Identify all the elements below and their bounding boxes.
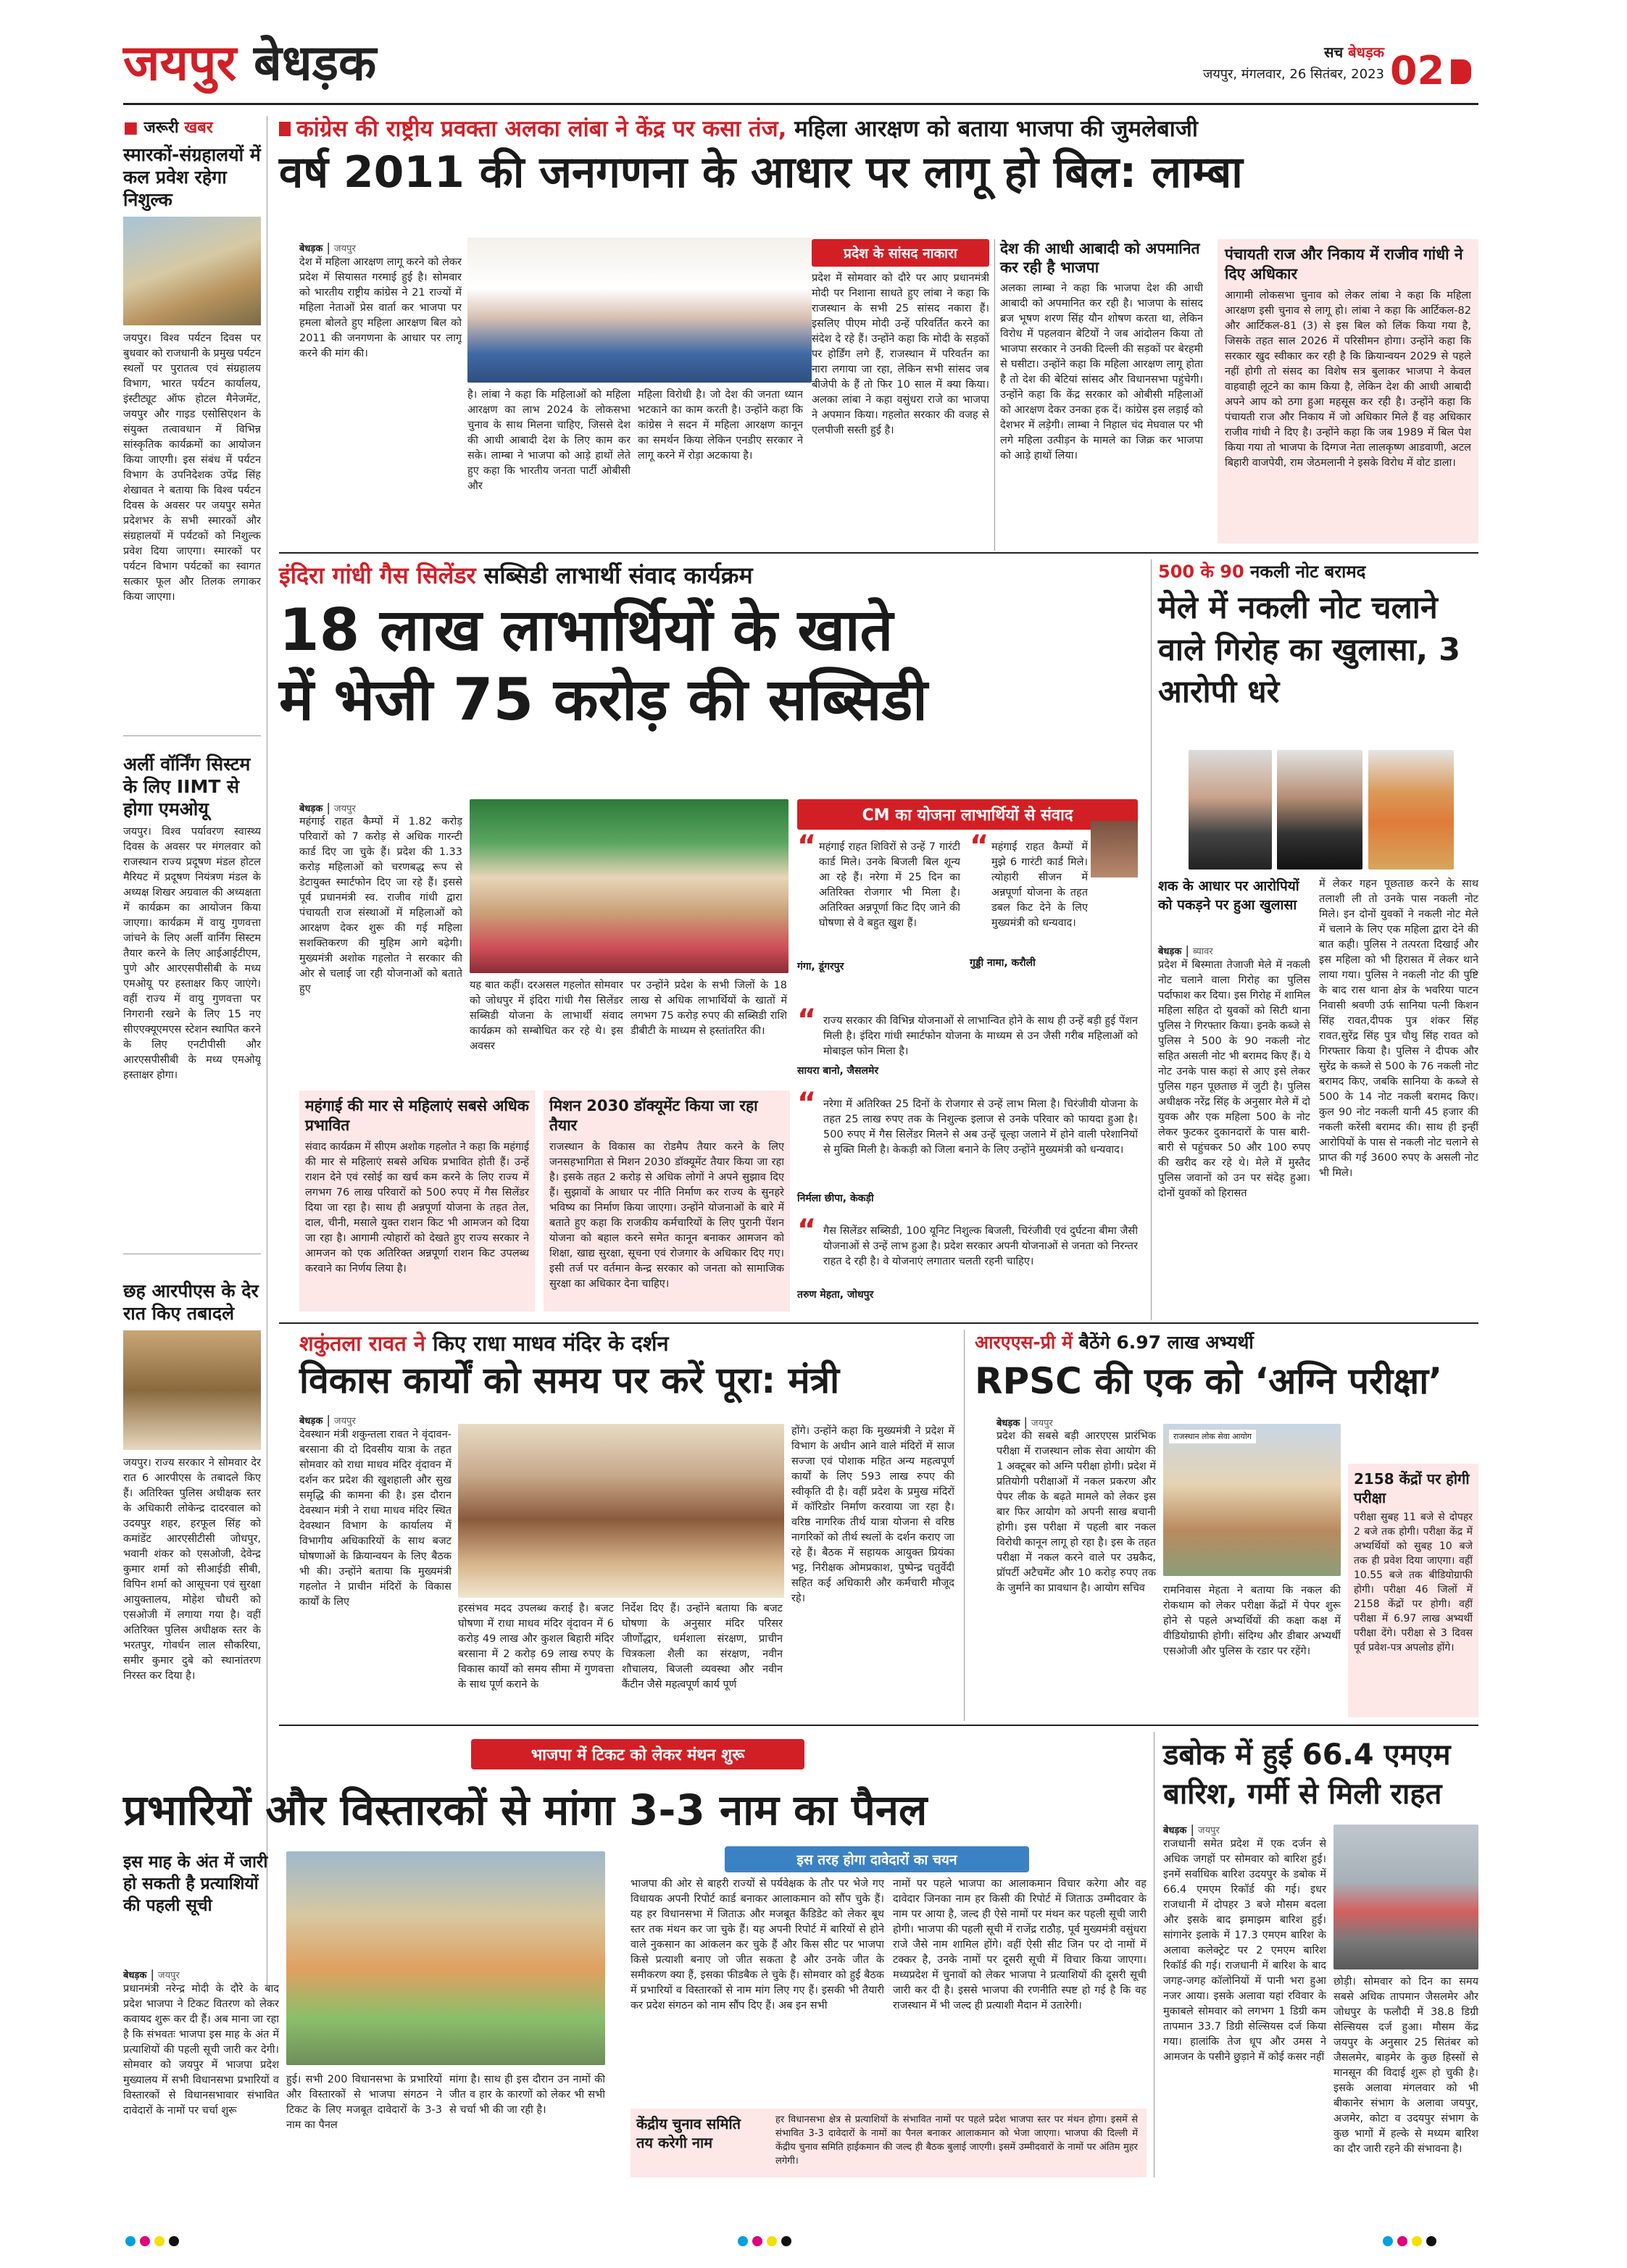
byline-place: जयपुर	[333, 804, 356, 814]
gas-kicker-b: सब्सिडी लाभार्थी संवाद कार्यक्रम	[483, 562, 753, 589]
sidebar-story2-head: अर्ली वॉर्निंग सिस्टम के लिए IIMT से होगा एमओयू	[123, 754, 251, 820]
sidebar	[123, 116, 261, 1985]
quote-3	[797, 1004, 1138, 1077]
byline-name: बेधड़क	[299, 243, 323, 254]
rain-byline: बेधड़क | जयपुर	[1163, 1822, 1220, 1836]
quote5-by: तरुण मेहता, जोधपुर	[797, 1289, 874, 1301]
masthead-title	[123, 35, 376, 93]
rpsc-box-body: परीक्षा सुबह 11 बजे से दोपहर 2 बजे तक होगी। परीक्षा केंद्र में अभ्यर्थियों को सुबह 10 बजे तक ही प्रवेश दिया जाएगा। वहीं 10.55 बजे तक बीडियोग्राफी होगी। परीक्षा 46 जिलों में 2158 केंद्रों पर होगी। वहीं परीक्षा में 6.97 लाख अभ्यर्थी परीक्षा देंगे। परीक्षा से 3 दिवस पूर्व प्रवेश-पत्र अपलोड होंगे।	[1354, 1512, 1473, 1654]
gas-col1: महंगाई राहत कैम्पों में 1.82 करोड़ परिवारों को 7 करोड़ से अधिक गारन्टी कार्ड दिए जा चुके हैं। प्रदेश की 1.33 करोड़ महिलाओं को चरणबद्ध रूप से डेटायुक्त स्मार्टफोन दिए जा रहे हैं। इससे पूर्व प्रधानमंत्री स्व. राजीव गांधी द्वारा पंचायती राज संस्थाओं में महिलाओं को आरक्षण देकर शुरू की गई महिला सशक्तिकरण की मुहिम आगे बढ़ेगी। मुख्यमंत्री अशोक गहलोत ने सरकार की ओर से चलाई जा रही योजनाओं को बताते हुए	[299, 816, 462, 995]
gas-kicker	[279, 559, 1149, 591]
rpsc-building-photo	[1163, 1424, 1341, 1576]
fort-photo	[123, 217, 261, 325]
byline-place: ब्यावर	[1192, 946, 1213, 957]
byline-name: बेधड़क	[123, 1970, 147, 1981]
temple-kicker-a: शकुंतला रावत ने	[299, 1331, 426, 1356]
quote-4	[797, 1087, 1138, 1205]
title-part-a: जयपुर	[123, 35, 237, 92]
lead-kicker-a: कांग्रेस की राष्ट्रीय प्रवक्ता अलका लांबा ने केंद्र पर कसा तंज,	[296, 116, 787, 142]
byline-place: जयपुर	[333, 1416, 356, 1427]
rain-headline: डबोक में हुई 66.4 एमएम बारिश, गर्मी से मिली राहत	[1163, 1738, 1451, 1811]
sidebar-label: ■ जरूरी खबर	[123, 119, 213, 137]
temple-kicker	[299, 1330, 952, 1357]
bjp-office-photo	[286, 1851, 605, 2065]
quote3-text: राज्य सरकार की विभिन्न योजनाओं से लाभान्वित होने के साथ ही उन्हें बड़ी हुई पेंशन मिली है। इंदिरा गांधी स्मार्टफोन योजना के माध्यम से उन जैसी गरीब महिलाओं को मोबाइल फोन मिला है।	[823, 1015, 1138, 1057]
bjp-subhead: इस माह के अंत में जारी हो सकती है प्रत्याशियों की पहली सूची	[123, 1853, 268, 1915]
byline-place: जयपुर	[157, 1970, 180, 1981]
bjp-col2: हुई। सभी 200 विधानसभा के प्रभारियों और विस्तारकों से भाजपा संगठन ने टिकट के लिए मजबूत दावेदारों के 3-3 नाम का पैनल	[286, 2074, 442, 2131]
sidebar-story1-body: जयपुर। विश्व पर्यटन दिवस पर बुधवार को राजधानी के प्रमुख पर्यटन स्थलों पर पुरातत्व एवं संग्रहालय विभाग, भारत पर्यटन कार्यालय, इंस्टीट्यूट ऑफ होटल मैनेजमेंट, जयपुर और गाइड एसोसिएशन के संयुक्त तत्वावधान में विभिन्न सांस्कृतिक कार्यक्रमों का आयोजन किया जाएगी। इस संबंध में पर्यटन विभाग के उपनिदेशक उपेंद्र सिंह शेखावत ने बताया कि विश्व पर्यटन दिवस के अवसर पर जयपुर समेत प्रदेशभर के सभी स्मारकों और संग्रहालयों में पर्यटकों को निशुल्क प्रवेश दिया जाएगा। स्मारकों पर पर्यटन विभाग पर्यटकों का स्वागत सत्कार फूल और तिलक लगाकर किया जाएगा।	[123, 333, 261, 603]
accused-photo-3	[1368, 750, 1454, 870]
byline-name: बेधड़क	[1163, 1825, 1187, 1836]
quote4-by: निर्मला छीपा, केकड़ी	[797, 1193, 874, 1204]
rpsc-box	[1348, 1464, 1478, 1717]
temple-byline: बेधड़क | जयपुर	[299, 1413, 356, 1427]
fake-colA: प्रदेश में बिस्माता तेजाजी मेले में नकली नोट चलाने वाला गिरोह का पुलिस पर्दाफाश कर दिया। इस गिरोह में शामिल महिला सहित दो युवकों को सिटी थाना पुलिस ने गिरफ्तार किया। इनके कब्जे से पुलिस ने 500 के 90 नकली नोट सहित असली नोट भी बरामद किए हैं। ये नोट उनके पास कहां से आए इसे लेकर पुलिस गहन पूछताछ में जुटी है। पुलिस अधीक्षक नरेंद्र सिंह के अनुसार मेले में दो युवक और एक महिला 500 के नोट लेकर फुटकर दुकानदारों के पास बारी-बारी से पहुंचकर 50 और 100 रुपए की खरीद कर रहे थे। मेले में मुस्तैद पुलिस जवानों को उन पर संदेह हुआ। दोनों युवकों को हिरासत	[1158, 959, 1310, 1199]
byline-place: जयपुर	[333, 243, 356, 254]
sidebar-story3-body: जयपुर। राज्य सरकार ने सोमवार देर रात 6 आरपीएस के तबादले किए हैं। अतिरिक्त पुलिस अधीक्षक स्तर के अधिकारी लोकेन्द्र दादरवाल को उदयपुर शहर, हरफूल सिंह को कमांडेंट आरएसीटीसी जोधपुर, भवानी शंकर को एसओजी, देवेन्द्र कुमार शर्मा को सीआईडी सीबी, विपिन शर्मा को आसूचना एवं सुरक्षा आयुक्तालय, मोहेश चौधरी को एसओजी में लगाया गया है। वहीं अतिरिक्त पुलिस अधीक्षक स्तर के भरतपुर, गोवर्धन लाल सौकरिया, समीर कुमार दुबे को स्थानांतरण निरस्त कर दिया है।	[123, 1457, 261, 1682]
bjp-sub	[123, 1851, 275, 1917]
cm-tag: CM का योजना लाभार्थियों से संवाद	[797, 799, 1138, 830]
bjp-col4: भाजपा की ओर से बाहरी राज्यों से पर्यवेक्षक के तौर पर भेजे गए विधायक अपनी रिपोर्ट कार्ड बनाकर आलाकमान को सौंप चुके हैं। यह हर विधानसभा में जिताऊ और मजबूत कैंडिडेट को लेकर बूथ स्तर तक मंथन कर जा चुके हैं। यह अपनी रिपोर्ट में बारियों से होने वाले नुकसान का आंकलन कर चुके हैं और किस सीट पर भाजपा किसे प्रत्याशी बनाए जो जीत सकता है और उनके जीत के समीकरण क्या हैं, इसका फीडबैक ले चुके हैं। सोमवार को हुई बैठक में प्रभारियों व विस्तारकों से नाम मांग लिए गए हैं। इसकी भी तैयारी कर प्रदेश संगठन को नाम सौंप दिए हैं। अब इन सभी	[631, 1878, 884, 2011]
fake-subhead: शक के आधार पर आरोपियों को पकड़ने पर हुआ खुलासा	[1158, 878, 1299, 913]
cm-event-photo	[470, 799, 788, 973]
bjp-box-head: केंद्रीय चुनाव समिति तय करेगी नाम	[636, 2115, 741, 2151]
rpsc-byline: बेधड़क | जयपुर	[996, 1415, 1053, 1429]
fake-kicker-a: 500 के 90	[1158, 562, 1244, 582]
tag-a: सच	[1324, 43, 1344, 61]
quote1-text: महंगाई राहत शिविरों से उन्हें 7 गारंटी कार्ड मिले। उनके बिजली बिल शून्य आ रहे हैं। नरेगा में 25 दिन का अतिरिक्त रोजगार भी मिला है। अतिरिक्त अन्नपूर्णा किट दिए जाने की घोषणा से वे बहुत खुश हैं।	[819, 841, 960, 929]
side2-body: अलका लाम्बा ने कहा कि भाजपा देश की आधी आबादी को अपमानित कर रही है। भाजपा के सांसद ब्रज भूषण शरण सिंह यौन शोषण करता था, लेकिन विरोध में पहलवान बेटियों ने जब आंदोलन किया तो भाजपा सरकार ने उनकी दिल्ली की सड़कों पर बेरहमी से घसीटा। उन्होंने कहा कि महिला आरक्षण लागू होता है तो देश की बेटियां सांसद और विधानसभा पहुंचेगी। उन्होंने कहा कि केंद्र सरकार को ओबीसी महिलाओं को आरक्षण देकर उनका हक दें। कांग्रेस इस लड़ाई को देशभर में लड़ेगी। लाम्बा ने निहाल चंद मेघवाल पर भी लगे महिला उत्पीड़न के मामले का जिक्र कर भाजपा को आड़े हाथों लिया।	[1000, 283, 1203, 462]
rpsc-story	[975, 1330, 1478, 1406]
lead-col3: महिला विरोधी है। जो देश की जनता ध्यान भटकाने का काम करती है। उन्होंने कहा कि कांग्रेस ने सदन में महिला आरक्षण कानून का समर्थन किया लेकिन एनडीए सरकार ने लागू करने में रोड़ा अटकाया है।	[638, 389, 803, 462]
box1-head: महंगाई की मार से महिलाएं सबसे अधिक प्रभावित	[305, 1097, 529, 1134]
tag-b: बेधड़क	[1348, 43, 1384, 61]
temple-story	[299, 1330, 952, 1404]
rpsc-col2: रामनिवास मेहता ने बताया कि नकल की रोकथाम को लेकर परीक्षा केंद्रों में पेपर शुरू होने से पहले अभ्यर्थियों की कक्षा कक्ष में वीडियोग्राफी होगी। संदिग्ध और डीबार अभ्यर्थी एसओजी और पुलिस के रडार पर रहेंगे।	[1163, 1585, 1341, 1657]
quote4-text: नरेगा में अतिरिक्त 25 दिनों के रोजगार से उन्हें लाभ मिला है। चिरंजीवी योजना के तहत 25 लाख रुपए तक के निशुल्क इलाज से उनके परिवार को फायदा हुआ है। 500 रुपए में गैस सिलेंडर मिलने से अब उन्हें चूल्हा जलाने में होने वाली परेशानियों से मुक्ति मिली है। केकड़ी को जिला बनाने के लिए उन्होंने मुख्यमंत्री को धन्यवाद।	[823, 1098, 1138, 1156]
bjp-col3: मांगा है। साथ ही इस दौरान उन नामों की जीत व हार के कारणों को लेकर भी सभी से चर्चा भी की जा रही है।	[449, 2074, 605, 2116]
quote2-text: महंगाई राहत कैम्पों में मुझे 6 गारंटी कार्ड मिले। त्योहारी सीजन में अन्नपूर्णा योजना के तहत डबल किट देने के लिए मुख्यमंत्री को धन्यवाद।	[991, 841, 1088, 929]
pen-icon	[1451, 59, 1471, 84]
bjp-byline: बेधड़क | जयपुर	[123, 1967, 180, 1981]
chain-tag: इस तरह होगा दावेदारों का चयन	[725, 1846, 1029, 1872]
box2-head: मिशन 2030 डॉक्यूमेंट किया जा रहा तैयार	[549, 1097, 758, 1134]
sidebar-story2-body: जयपुर। विश्व पर्यावरण स्वास्थ्य दिवस के अवसर पर मंगलवार को राजस्थान राज्य प्रदूषण मंडल होटल मैरियट में प्रदूषण नियंत्रण मंडल के अध्यक्ष शिखर अग्रवाल की अध्यक्षता में कार्यक्रम का आयोजन किया जाएगा। कार्यक्रम में वायु गुणवत्ता जांचने के लिए अर्ली वार्निंग सिस्टम तैयार करने के लिए आईआईटीएम, पुणे और आरएसपीसीबी के मध्य एमओयू पर हस्ताक्षर किए जाएंगे। वहीं राज्य में वायु गुणवत्ता पर निगरानी रखने के लिए 15 नए सीएएक्यूएमएस स्टेशन स्थापित करने के लिए एनटीपीसी और आरएसपीसीबी के मध्य एमओयू हस्ताक्षर होगा।	[123, 826, 261, 1081]
byline-name: बेधड़क	[1158, 946, 1182, 957]
quote2-photo	[1091, 821, 1138, 877]
quote-icon: “	[797, 1214, 817, 1247]
gas-story	[279, 559, 1149, 735]
page-number: 02	[1390, 48, 1445, 93]
side1-body: प्रदेश में सोमवार को दौरे पर आए प्रधानमंत्री मोदी पर निशाना साधते हुए लांबा ने कहा कि राजस्थान के सभी 25 सांसद नकारा हैं। इसलिए पीएम मोदी उन्हें परिवर्तित करने का संदेश दे रहे हैं। उन्होंने कहा कि मोदी के सड़कों पर होर्डिंग लगे हैं, राजस्थान में परिवर्तन का नारा लगाया जा रहा, लेकिन सभी सांसद जब बीजेपी के हैं तो फिर 10 साल में क्या किया। अलका लांबा ने कहा वसुंधरा राजे का भाजपा ने अपमान किया। गहलोत सरकार की वजह से एलपीजी सस्ती हुई है।	[812, 272, 989, 436]
gas-kicker-a: इंदिरा गांधी गैस सिलेंडर	[279, 562, 476, 589]
masthead-date: जयपुर, मंगलवार, 26 सितंबर, 2023	[1202, 67, 1384, 82]
lead-byline: बेधड़क | जयपुर	[299, 241, 356, 254]
gas-box1	[299, 1091, 535, 1312]
bjp-col1: प्रधानमंत्री नरेन्द्र मोदी के दौरे के बाद प्रदेश भाजपा ने टिकट वितरण को लेकर कवायद शुरू कर दी हैं। अब माना जा रहा है कि संभवतः भाजपा इस माह के अंत में प्रत्याशियों की पहली सूची जारी कर देगी। सोमवार को जयपुर में भाजपा प्रदेश मुख्यालय में सभी विधानसभा प्रभारियों व विस्तारकों से विधानसभावार संभावित दावेदारों के नामों पर चर्चा शुरू	[123, 1983, 279, 2117]
police-photo	[123, 1330, 261, 1450]
lead-side2	[1000, 239, 1203, 551]
fake-kicker	[1158, 559, 1478, 584]
lead-kicker-b: महिला आरक्षण को बताया भाजपा की जुमलेबाजी	[794, 116, 1198, 142]
rpsc-col1: प्रदेश की सबसे बड़ी आरएएस प्रारंभिक परीक्षा में राजस्थान लोक सेवा आयोग की 1 अक्टूबर को अग्नि परीक्षा होगी। प्रदेश में प्रतियोगी परीक्षाओं में नकल प्रकरण और पेपर लीक के बढ़ते मामले को लेकर इस बार फिर आयोग को अपनी साख बचानी होगी। इस परीक्षा में पहली बार नकल विरोधी कानून लागू हो रहा है। इस के तहत परीक्षा में नकल करने वाले पर उम्रकैद, प्रॉपर्टी अटैचमेंट और 10 करोड़ रुपए तक के जुर्माने का प्रावधान है। आयोग सचिव	[996, 1430, 1156, 1594]
rain-photo	[1333, 1825, 1478, 1969]
temple-col3: निर्देश दिए हैं। उन्होंने बताया कि बजट घोषणा के अनुसार मंदिर परिसर जीर्णोद्धार, धर्मशाला संरक्षण, प्राचीन चित्रकला शैली का संरक्षण, नवीन शौचालय, बिजली व्यवस्था और नवीन कैंटीन जैसे महत्वपूर्ण कार्य पूर्ण	[622, 1603, 783, 1690]
footer-color-dots-right	[1381, 2235, 1439, 2249]
bjp-chain	[616, 1846, 1141, 1872]
box1-body: संवाद कार्यक्रम में सीएम अशोक गहलोत ने कहा कि महंगाई की मार से महिलाएं सबसे अधिक प्रभावित होती हैं। उन्हें राशन देने एवं रसोई का खर्च कम करने के लिए राज्य में लगभग 76 लाख परिवारों को 500 रुपए में गैस सिलेंडर दिया जा रहा है। साथ ही अन्नपूर्णा योजना के तहत तेल, दाल, चीनी, मसाले युक्त राशन किट भी आमजन को दिया जा रहा है। आगामी त्योहारों को देखते हुए राज्य सरकार ने आमजन को एक अतिरिक्त अन्नपूर्णा राशन किट उपलब्ध करवाने का निर्णय लिया है।	[305, 1141, 529, 1275]
fake-headline: मेले में नकली नोट चलाने वाले गिरोह का खुलासा, 3 आरोपी धरे	[1158, 590, 1461, 710]
fake-kicker-b: नकली नोट बरामद	[1250, 562, 1366, 582]
byline-name: बेधड़क	[299, 804, 323, 814]
sidebar-story3-head: छह आरपीएस के देर रात किए तबादले	[123, 1280, 259, 1324]
quote-icon: “	[970, 830, 989, 863]
lead-kicker	[279, 114, 1478, 143]
lead-side1	[812, 239, 989, 551]
bjp-box	[631, 2109, 1147, 2177]
lead-headline: वर्ष 2011 की जनगणना के आधार पर लागू हो बिल: लाम्बा	[279, 147, 1243, 198]
rpsc-kicker-a: आरएएस-प्री में	[975, 1332, 1073, 1353]
temple-col2: हरसंभव मदद उपलब्ध कराई है। बजट घोषणा में राधा माधव मंदिर वृंदावन में 6 करोड़ 49 लाख और कुशल बिहारी मंदिर बरसाना में 2 करोड़ 69 लाख रुपए के विकास कार्यों को समय सीमा में गुणवत्ता के साथ पूर्ण कराने के	[458, 1603, 614, 1690]
accused-photo-1	[1189, 750, 1272, 870]
bjp-box-body: हर विधानसभा क्षेत्र से प्रत्याशियों के संभावित नामों पर पहले प्रदेश भाजपा स्तर पर मंथन होगा। इसमें से संभावित 3-3 दावेदारों के नामों का पैनल बनाकर आलाकमान को भेजा जाएगा। भाजपा की दिल्ली में केंद्रीय चुनाव समिति हाईकमान की जल्द ही बैठक बुलाई जाएगी। इसमें उम्मीदवारों के नामों पर अंतिम मुहर लगेगी।	[775, 2114, 1138, 2167]
byline-name: बेधड़क	[996, 1418, 1020, 1429]
gas-box2	[544, 1091, 790, 1312]
byline-place: जयपुर	[1197, 1825, 1220, 1836]
masthead	[123, 35, 1478, 100]
minister-meeting-photo	[458, 1424, 784, 1598]
sidebar-label-b: खबर	[184, 119, 213, 137]
footer-color-dots-left	[123, 2235, 181, 2249]
quote-icon: “	[797, 1087, 817, 1120]
side3-head: पंचायती राज और निकाय में राजीव गांधी ने दिए अधिकार	[1225, 246, 1463, 283]
temple-col4: होंगे। उन्होंने कहा कि मुख्यमंत्री ने प्रदेश में विभाग के अधीन आने वाले मंदिरों में साज सज्जा एवं पोशाक महित अन्य महत्वपूर्ण कार्यों के लिए 593 लाख रुपए की स्वीकृति दी है। वहीं प्रदेश के प्रमुख मंदिरों में कॉरिडोर निर्माण करवाया जा रहा है। वरिष्ठ नागरिक तीर्थ यात्रा योजना से वरिष्ठ नागरिकों को तीर्थ स्थलों के दर्शन कराए जा रहे हैं। बैठक में सहायक आयुक्त प्रियंका भट्ट, निरीक्षक ओमप्रकाश, पुष्पेन्द्र चतुर्वेदी सहित कई अधिकारी और कर्मचारी मौजूद रहे।	[791, 1425, 954, 1604]
sidebar-story1-head: स्मारकों-संग्रहालयों में कल प्रवेश रहेगा निशुल्क	[123, 144, 261, 210]
fake-notes-story	[1158, 559, 1478, 713]
press-conference-photo	[467, 238, 812, 383]
quote-icon: “	[797, 830, 817, 863]
lead-col2: है। लांबा ने कहा कि महिलाओं को महिला आरक्षण का लाभ 2024 के लोकसभा चुनाव के साथ मिलना चाहिए, जिससे देश की आधी आबादी देश के लिए काम कर सके। लाम्बा ने भाजपा को आड़े हाथों लेते हुए कहा कि भारतीय जनता पार्टी ओबीसी और	[467, 389, 631, 492]
bjp-tag: भाजपा में टिकट को लेकर मंथन शुरू	[471, 1739, 804, 1769]
byline-place: जयपुर	[1031, 1418, 1053, 1429]
lead-col1: देश में महिला आरक्षण लागू करने को लेकर प्रदेश में सियासत गरमाई हुई है। सोमवार को भारतीय राष्ट्रीय कांग्रेस ने 21 राज्यों में महिला नेताओं प्रेस वार्ता कर भाजपा पर हमला बोलते हुए महिला आरक्षण बिल को 2011 की जनगणना के आधार पर लागू करने की मांग की।	[299, 257, 462, 359]
side3-body: आगामी लोकसभा चुनाव को लेकर लांबा ने कहा कि महिला आरक्षण इसी चुनाव से लागू हो। लांबा ने कहा कि आर्टिकल-82 और आर्टिकल-81 (3) से इस बिल को लिंक किया गया है, जिसके तहत साल 2026 में परिसीमन होगा। उन्होंने कहा कि सरकार खुद स्वीकार कर रही है कि क्रियान्वयन 2029 से पहले नहीं होगी तो संसद का विशेष सत्र बुलाकर भाजपा ने केवल वाहवाही लूटने का काम किया है, लेकिन देश की आधी आबादी अपने आप को ठगा हुआ महसूस कर रही है। उन्होंने कहा कि पंचायती राज और निकाय में जो अधिकार मिले हैं वह अधिकार राजीव गांधी ने दिए है। उन्होंने कहा कि जब 1989 में बिल पेश किया गया तो भाजपा के दिग्गज नेता लालकृष्ण आडवाणी, अटल बिहारी वाजपेयी, राम जेठमलानी ने इसके विरोध में वोट डाला।	[1225, 290, 1471, 469]
gas-headline-1: 18 लाख लाभार्थियों के खाते	[279, 596, 894, 664]
gas-col2: यह बात कहीं। दरअसल गहलोत सोमवार को जोधपुर में इंदिरा गांधी गैस सिलेंडर सब्सिडी योजना के लाभार्थी संवाद कार्यक्रम को सम्बोधित कर रहे थे। इस अवसर	[470, 980, 623, 1052]
quote-5	[797, 1214, 1138, 1301]
temple-headline: विकास कार्यों को समय पर करें पूरा: मंत्री	[299, 1359, 840, 1401]
gas-col3: पर उन्होंने प्रदेश के सभी जिलों के 18 लाख से अधिक लाभार्थियों के खातों में लगभग 75 करोड़ रुपए की सब्सिडी राशि डीबीटी के माध्यम से हस्तांतरित की।	[631, 980, 787, 1037]
rain-col2: छोड़ी। सोमवार को दिन का समय सबसे अधिक तापमान जैसलमेर और जोधपुर के फलौदी में 38.8 डिग्री सेल्सियस दर्ज हुआ। मौसम केंद्र जयपुर के अनुसार 25 सितंबर को जैसलमेर, बाड़मेर के कुछ हिस्सों से मानसून की विदाई शुरू हो चुकी है। इसके अलावा मंगलवार को भी बीकानेर संभाग के अलावा जयपुर, अजमेर, कोटा व उदयपुर संभाग के कुछ भागों में हल्के से मध्यम बारिश का दौर जारी रहने की संभावना है।	[1333, 1976, 1478, 2155]
byline-name: बेधड़क	[299, 1416, 323, 1427]
quote5-text: गैस सिलेंडर सब्सिडी, 100 यूनिट निशुल्क बिजली, चिरंजीवी एवं दुर्घटना बीमा जैसी योजनाओं से उन्हें लाभ हुआ है। प्रदेश सरकार अपनी योजनाओं से जनता को निरन्तर राहत दे रही है। वे योजनाएं लगातार चलती रहनी चाहिए।	[823, 1225, 1138, 1267]
temple-kicker-b: किए राधा माधव मंदिर के दर्शन	[433, 1331, 669, 1356]
sidebar-label-a: जरूरी	[143, 119, 179, 137]
side1-tag: प्रदेश के सांसद नाकारा	[812, 239, 989, 267]
rain-col1: राजधानी समेत प्रदेश में एक दर्जन से अधिक जगहों पर सोमवार को बारिश हुई। इनमें सर्वाधिक बारिश उदयपुर के डबोक में 66.4 एमएम रिकॉर्ड की गई। इधर राजधानी में दोपहर 3 बजे मौसम बदला और इसके बाद झमाझम बारिश हुई। सांगानेर इलाके में 17.3 एमएम बारिश के अलावा कलेक्ट्रेट पर 2 एमएम बारिश रिकॉर्ड की गई। राजधानी में बारिश के बाद जगह-जगह कॉलोनियों में पानी भरा हुआ नजर आया। इसके अलावा यहां रविवार के मुकाबले सोमवार को लगभग 1 डिग्री कम तापमान 33.7 डिग्री सेल्सियस दर्ज किया गया। हालांकि तेज धूप और उमस ने आमजन के पसीने छुड़ाने में कोई कसर नहीं	[1163, 1838, 1326, 2063]
quote-1	[797, 830, 960, 973]
quote-2	[970, 830, 1138, 970]
title-part-b: बेधड़क	[254, 35, 377, 92]
gas-byline: बेधड़क | जयपुर	[299, 801, 356, 814]
temple-col1: देवस्थान मंत्री शकुन्तला रावत ने वृंदावन-बरसाना की दो दिवसीय यात्रा के तहत सोमवार को राधा माधव मंदिर वृंदावन में दर्शन कर प्रदेश की खुशहाली और सुख समृद्धि की कामना की है। इस दौरान देवस्थान मंत्री ने राधा माधव मंदिर स्थित देवस्थान विभाग के कार्यालय में विभागीय अधिकारियों के साथ बजट घोषणाओं के क्रियान्वयन के लिए बैठक भी की। उन्होंने बताया कि मुख्यमंत्री गहलोत ने प्राचीन मंदिरों के विकास कार्यों के लिए	[299, 1429, 452, 1608]
quote2-by: गुड्डी नामा, करौली	[970, 957, 1036, 969]
footer-color-dots-mid	[736, 2235, 794, 2249]
rpsc-box-head: 2158 केंद्रों पर होगी परीक्षा	[1354, 1470, 1470, 1506]
lead-side3	[1218, 239, 1478, 543]
bjp-headline: प्रभारियों और विस्तारकों से मांगा 3-3 नाम का पैनल	[123, 1785, 928, 1835]
rpsc-photo-caption: राजस्थान लोक सेवा आयोग	[1169, 1430, 1256, 1443]
cm-dialogue	[797, 799, 1138, 1317]
rpsc-kicker-b: बैठेंगे 6.97 लाख अभ्यर्थी	[1078, 1332, 1254, 1353]
rpsc-kicker	[975, 1330, 1478, 1356]
accused-photo-2	[1277, 750, 1362, 870]
fake-byline: बेधड़क | ब्यावर	[1158, 943, 1213, 957]
gas-headline-2: में भेजी 75 करोड़ की सब्सिडी	[279, 666, 928, 733]
fake-colB: में लेकर गहन पूछताछ करने के साथ तलाशी ली तो उनके पास नकली नोट मिले। इन दोनों युवकों ने नकली नोट मेले में चलाने के लिए एक महिला द्वारा देने की बात कही। पुलिस ने तत्परता दिखाई और इस महिला को भी हिरासत में लेकर थाने लाया गया। पुलिस ने नकली नोट की पुष्टि के बाद रास थाना क्षेत्र के भवरिया पाटन निवासी श्रवणी उर्फ सानिया पत्नी किशन सिंह रावत,दीपक पुत्र शंकर सिंह रावत,सुरेंद्र सिंह पुत्र चौथु सिंह रावत को गिरफ्तार किया है। पुलिस ने दीपक और सुरेंद्र के कब्जे से 500 के 76 नकली नोट बरामद किए, जबकि सानिया के कब्जे से 500 के 14 नोट नकली बरामद किए। कुल 90 नोट नकली यानी 45 हजार की नकली करेंसी बरामद की। साथ ही इन्हीं आरोपियों के पास से नकली नोट चलाने से प्राप्त की गई 3600 रुपए के असली नोट भी मिले।	[1319, 878, 1478, 1179]
fake-sub	[1158, 877, 1303, 914]
rpsc-headline: RPSC की एक को ‘अग्नि परीक्षा’	[975, 1360, 1443, 1402]
bjp-col5: नामों पर पहले भाजपा का आलाकमान विचार करेगा और वह दावेदार जिनका नाम हर किसी की रिपोर्ट में जिताऊ उम्मीदवार के नाम पर आया है, जल्द ही ऐसे नामों पर मंथन कर पहली सूची जारी होगी। भाजपा की पहली सूची में राजेंद्र राठौड़, पूर्व मुख्यमंत्री वसुंधरा राजे जैसे नाम शामिल होंगे। वहीं ऐसी सीट जिन पर दो नामों में टक्कर है, उनके नामों पर दूसरी सूची में विचार किया जाएगा। मध्यप्रदेश में चुनावों को लेकर भाजपा ने प्रत्याशियों की दूसरी सूची जारी कर दी है। इससे भाजपा की रणनीति स्पष्ट हो गई है कि वह राजस्थान में भी जल्द ही प्रत्याशी मैदान में उतारेगी।	[893, 1878, 1147, 2011]
quote3-by: सायरा बानो, जैसलमेर	[797, 1065, 879, 1077]
quote-icon: “	[797, 1004, 817, 1037]
box2-body: राजस्थान के विकास का रोडमैप तैयार करने के लिए जनसहभागिता से मिशन 2030 डॉक्यूमेंट तैयार किया जा रहा है। इसके तहत 2 करोड़ से अधिक लोगों ने अपने सुझाव दिए हैं। सुझावों के आधार पर नीति निर्माण कर राज्य के सुनहरे भविष्य का निर्माण किया जाएगा। उन्होंने योजनाओं के बारे में बताते हुए कहा कि राजकीय कर्मचारियों के लिए पुरानी पेंशन योजना को बहाल करने समेत कानून बनाकर आमजन को शिक्षा, खाद्य सुरक्षा, सूचना एवं रोजगार के अधिकार दिए गए। इसी तर्ज पर वर्तमान केन्द्र सरकार को जनता को सामाजिक सुरक्षा का अधिकार देना चाहिए।	[549, 1141, 784, 1290]
quote1-by: गंगा, डूंगरपुर	[797, 961, 844, 972]
masthead-tag	[1138, 42, 1384, 62]
side2-head: देश की आधी आबादी को अपमानित कर रही है भाजपा	[1000, 240, 1200, 276]
